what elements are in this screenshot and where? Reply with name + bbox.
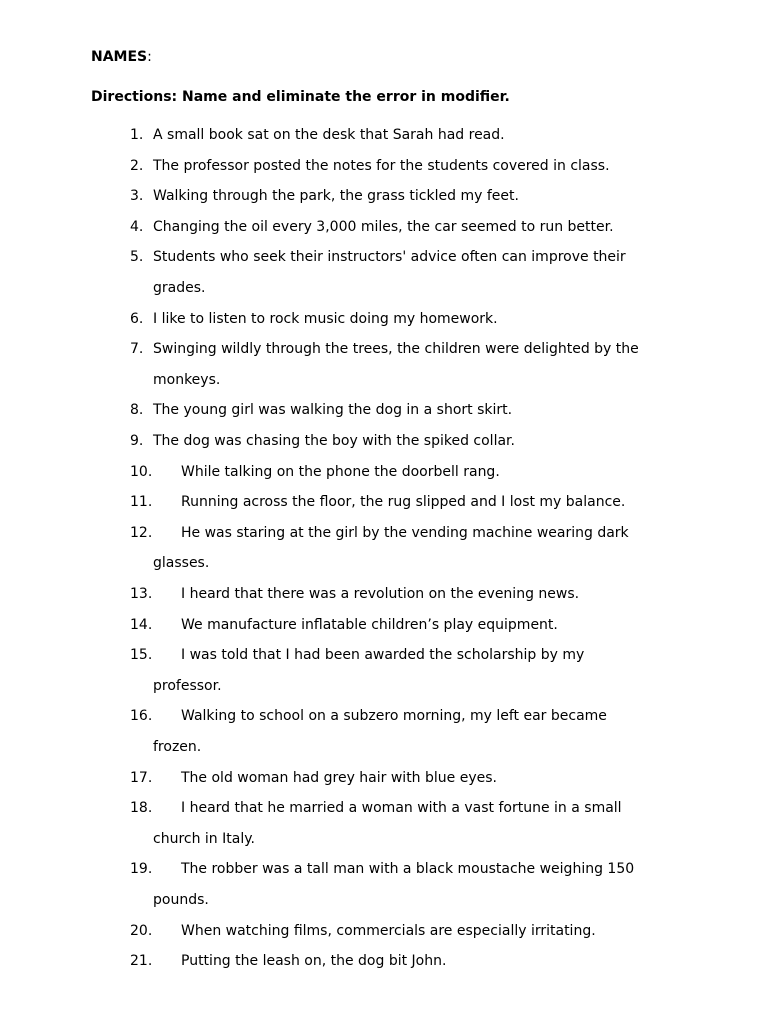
- list-item-text: I heard that he married a woman with a vast fortune in a small: [181, 800, 622, 817]
- list-item-number: 19.: [130, 861, 153, 878]
- list-item-number: 7.: [130, 341, 144, 358]
- list-item-text-continued: professor.: [153, 677, 222, 694]
- list-item-text-continued: grades.: [153, 280, 206, 296]
- list-item-number: 15.: [130, 647, 153, 664]
- list-item-text: Running across the floor, the rug slipped and I lost my balance.: [181, 494, 626, 511]
- list-item-number: 9.: [130, 433, 144, 449]
- list-item-number: 21.: [130, 953, 153, 970]
- list-item-text: The professor posted the notes for the students covered in class.: [153, 157, 610, 174]
- list-item-number: 20.: [130, 922, 153, 939]
- list-item-number: 17.: [130, 769, 153, 786]
- list-item-text-continued: frozen.: [153, 739, 202, 755]
- list-item-text: Walking to school on a subzero morning, my left ear became: [181, 708, 607, 725]
- list-item-number: 5.: [130, 249, 144, 266]
- list-item-text: The young girl was walking the dog in a short skirt.: [153, 402, 513, 419]
- list-item-number: 2.: [130, 157, 144, 174]
- list-item-number: 10.: [130, 463, 153, 480]
- list-item-number: 13.: [130, 586, 153, 602]
- list-item-number: 18.: [130, 800, 153, 817]
- list-item-text: The robber was a tall man with a black moustache weighing 150: [181, 861, 635, 878]
- list-item-number: 11.: [130, 494, 153, 511]
- directions-heading: Directions: Name and eliminate the error in modifier.: [91, 89, 510, 105]
- names-line: [91, 47, 152, 67]
- list-item-text-continued: church in Italy.: [153, 830, 255, 847]
- list-item-number: 16.: [130, 708, 153, 725]
- list-item-text: While talking on the phone the doorbell rang.: [181, 463, 500, 480]
- list-item-text: Changing the oil every 3,000 miles, the car seemed to run better.: [153, 218, 614, 235]
- names-colon: :: [147, 49, 152, 65]
- list-item-text: We manufacture inflatable children’s play equipment.: [181, 616, 558, 633]
- list-item-text: Swinging wildly through the trees, the children were delighted by the: [153, 341, 639, 358]
- list-item-text: I was told that I had been awarded the scholarship by my: [181, 647, 585, 664]
- list-item-text: I like to listen to rock music doing my homework.: [153, 310, 498, 327]
- list-item-text: Students who seek their instructors' advice often can improve their: [153, 249, 626, 266]
- list-item-number: 8.: [130, 402, 144, 419]
- list-item-text: I heard that there was a revolution on the evening news.: [181, 586, 580, 602]
- list-item-number: 4.: [130, 218, 144, 235]
- list-item-number: 1.: [130, 127, 144, 143]
- list-item-number: 14.: [130, 616, 153, 633]
- list-item-text-continued: glasses.: [153, 555, 210, 572]
- list-item-number: 6.: [130, 310, 144, 327]
- list-item-number: 12.: [130, 524, 153, 541]
- list-item-text-continued: pounds.: [153, 892, 209, 908]
- list-item-text: A small book sat on the desk that Sarah had read.: [153, 127, 505, 143]
- list-item-text: Walking through the park, the grass tickled my feet.: [153, 188, 519, 205]
- list-item-text: Putting the leash on, the dog bit John.: [181, 953, 447, 970]
- list-item-text: He was staring at the girl by the vending machine wearing dark: [181, 524, 629, 541]
- list-item-number: 3.: [130, 188, 144, 205]
- list-item-text: The dog was chasing the boy with the spiked collar.: [153, 433, 515, 449]
- list-item-text: When watching films, commercials are especially irritating.: [181, 922, 596, 939]
- list-item-text: The old woman had grey hair with blue eyes.: [181, 769, 497, 786]
- names-label: NAMES: [91, 49, 148, 65]
- list-item-text-continued: monkeys.: [153, 371, 221, 388]
